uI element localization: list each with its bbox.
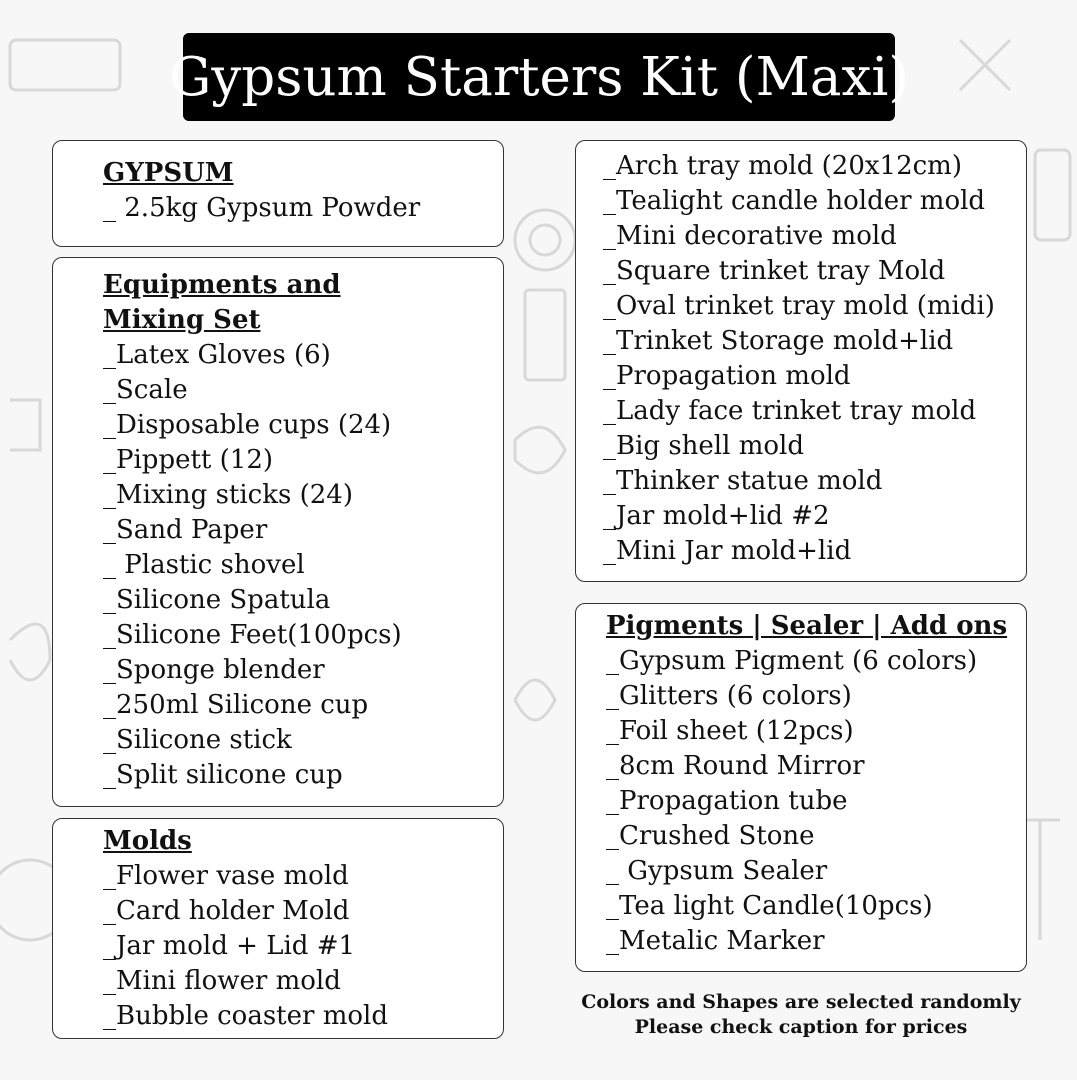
list-item: _Glitters (6 colors) bbox=[606, 681, 852, 711]
list-item: _Split silicone cup bbox=[103, 760, 343, 790]
list-item: _Crushed Stone bbox=[606, 821, 815, 851]
pigments-card bbox=[575, 603, 1027, 972]
molds-continued-list bbox=[603, 149, 1026, 569]
page-title: Gypsum Starters Kit (Maxi) bbox=[169, 46, 909, 108]
list-item: _Jar mold+lid #2 bbox=[603, 501, 830, 531]
list-item: _Disposable cups (24) bbox=[103, 410, 392, 440]
list-item: _Silicone Feet(100pcs) bbox=[103, 620, 402, 650]
list-item: _Big shell mold bbox=[603, 431, 804, 461]
list-item: _Mini flower mold bbox=[103, 966, 341, 996]
list-item: _Mixing sticks (24) bbox=[103, 480, 353, 510]
molds-continued-card bbox=[575, 140, 1027, 582]
molds-heading: Molds bbox=[103, 826, 192, 856]
list-item: _Scale bbox=[103, 375, 188, 405]
list-item: _Thinker statue mold bbox=[603, 466, 883, 496]
list-item: _ 2.5kg Gypsum Powder bbox=[103, 193, 421, 223]
molds-card bbox=[52, 818, 504, 1039]
title-banner bbox=[169, 33, 909, 121]
list-item: _Propagation mold bbox=[603, 361, 851, 391]
equipment-list bbox=[103, 338, 503, 793]
list-item: _Tea light Candle(10pcs) bbox=[606, 891, 933, 921]
list-item: _Bubble coaster mold bbox=[103, 1001, 388, 1031]
list-item: _Silicone Spatula bbox=[103, 585, 331, 615]
list-item: _Sand Paper bbox=[103, 515, 268, 545]
list-item: _Metalic Marker bbox=[606, 926, 825, 956]
pigments-list bbox=[606, 644, 1026, 959]
equipment-heading-line2: Mixing Set bbox=[103, 305, 261, 335]
list-item: _Gypsum Pigment (6 colors) bbox=[606, 646, 978, 676]
list-item: _Sponge blender bbox=[103, 655, 325, 685]
list-item: _Tealight candle holder mold bbox=[603, 186, 986, 216]
list-item: _8cm Round Mirror bbox=[606, 751, 865, 781]
pigments-heading: Pigments | Sealer | Add ons bbox=[606, 611, 1008, 641]
list-item: _250ml Silicone cup bbox=[103, 690, 369, 720]
list-item: _Square trinket tray Mold bbox=[603, 256, 946, 286]
list-item: _Flower vase mold bbox=[103, 861, 349, 891]
footnote-line1: Colors and Shapes are selected randomly bbox=[581, 991, 1021, 1013]
list-item: _Foil sheet (12pcs) bbox=[606, 716, 854, 746]
list-item: _Latex Gloves (6) bbox=[103, 340, 331, 370]
equipment-heading-line1: Equipments and bbox=[103, 270, 341, 300]
molds-list bbox=[103, 859, 503, 1034]
list-item: _Trinket Storage mold+lid bbox=[603, 326, 954, 356]
list-item: _Oval trinket tray mold (midi) bbox=[603, 291, 995, 321]
list-item: _Silicone stick bbox=[103, 725, 292, 755]
equipment-card bbox=[52, 257, 504, 807]
list-item: _Mini Jar mold+lid bbox=[603, 536, 852, 566]
list-item: _Lady face trinket tray mold bbox=[603, 396, 977, 426]
footnote bbox=[575, 990, 1027, 1040]
list-item: _Jar mold + Lid #1 bbox=[103, 931, 356, 961]
list-item: _Propagation tube bbox=[606, 786, 848, 816]
list-item: _Pippett (12) bbox=[103, 445, 274, 475]
gypsum-card bbox=[52, 140, 504, 247]
gypsum-heading: GYPSUM bbox=[103, 158, 234, 188]
list-item: _Mini decorative mold bbox=[603, 221, 897, 251]
gypsum-list bbox=[103, 191, 503, 226]
footnote-line2: Please check caption for prices bbox=[634, 1016, 968, 1038]
list-item: _Card holder Mold bbox=[103, 896, 350, 926]
list-item: _Arch tray mold (20x12cm) bbox=[603, 151, 962, 181]
list-item: _ Plastic shovel bbox=[103, 550, 305, 580]
list-item: _ Gypsum Sealer bbox=[606, 856, 828, 886]
